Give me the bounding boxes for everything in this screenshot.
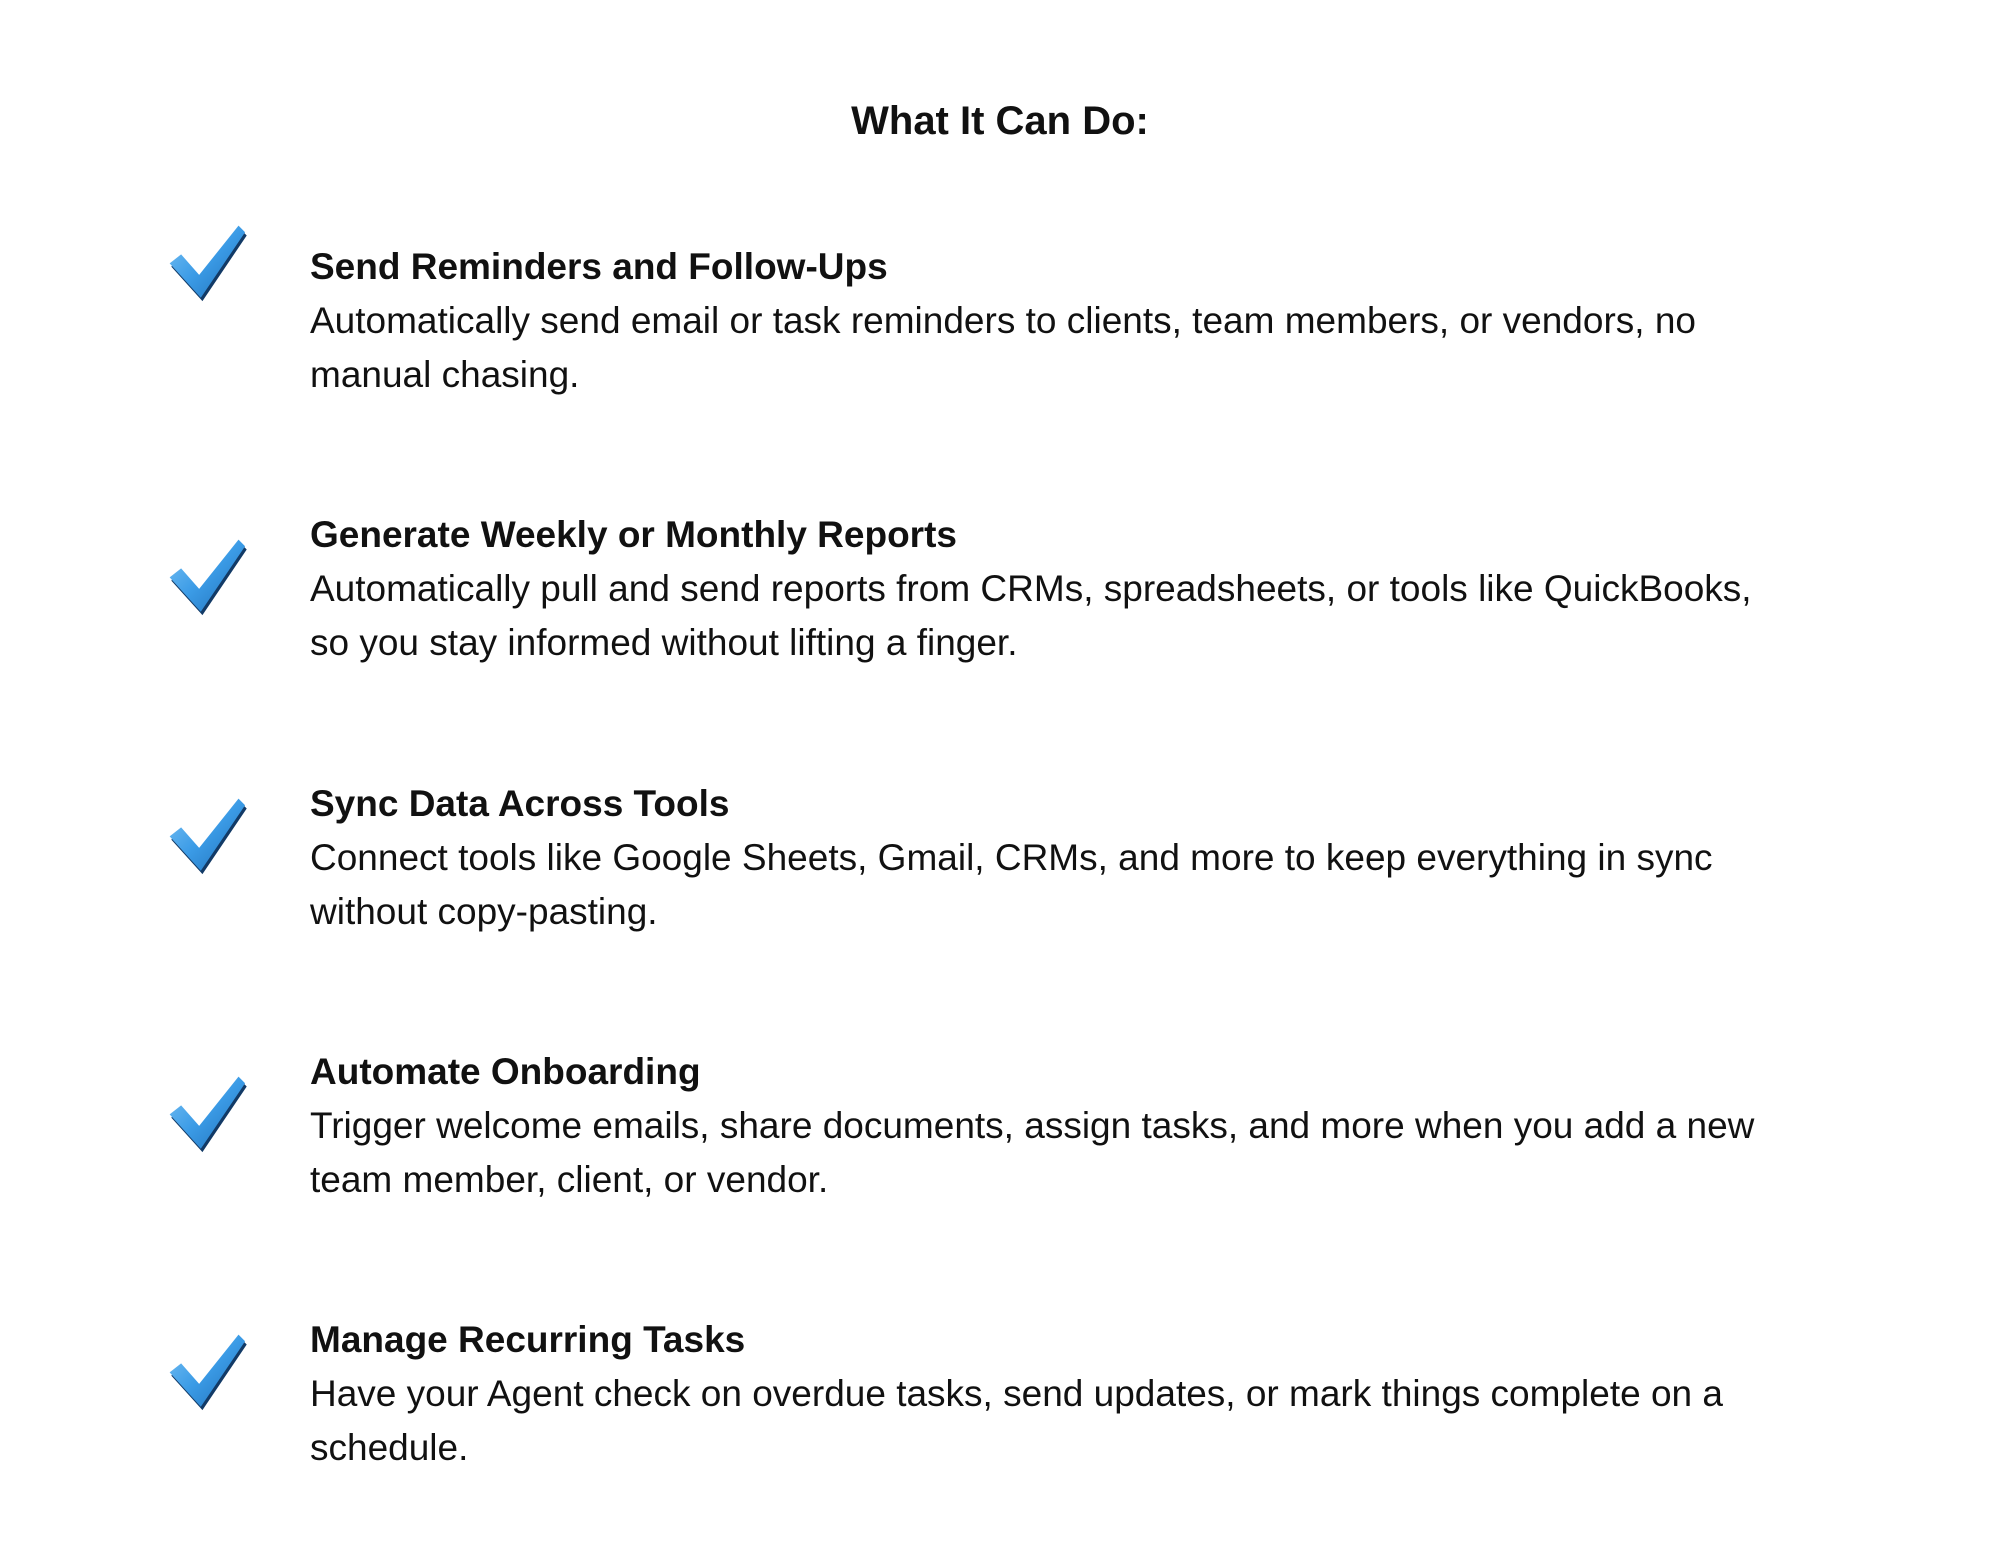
check-mark-icon: [168, 1075, 250, 1157]
feature-title: Sync Data Across Tools: [310, 783, 730, 824]
feature-title: Send Reminders and Follow-Ups: [310, 246, 888, 287]
feature-description: Connect tools like Google Sheets, Gmail, CRMs, and more to keep everything in sync without copy-pasting.: [310, 837, 1713, 932]
feature-description: Automatically send email or task reminders to clients, team members, or vendors, no manual chasing.: [310, 300, 1697, 395]
check-mark-icon: [168, 797, 250, 879]
check-mark-icon: [168, 1333, 250, 1415]
check-mark-icon: [168, 538, 250, 620]
feature-title: Generate Weekly or Monthly Reports: [310, 514, 957, 555]
feature-title: Manage Recurring Tasks: [310, 1319, 746, 1360]
feature-description: Have your Agent check on overdue tasks, send updates, or mark things complete on a schedule.: [310, 1373, 1723, 1468]
check-mark-icon: [168, 224, 250, 306]
feature-title: Automate Onboarding: [310, 1051, 701, 1092]
page-title: What It Can Do:: [851, 99, 1149, 143]
feature-description: Automatically pull and send reports from CRMs, spreadsheets, or tools like QuickBooks, so you stay informed without lifting a finger.: [310, 568, 1752, 663]
feature-description: Trigger welcome emails, share documents, assign tasks, and more when you add a new team member, client, or vendor.: [310, 1105, 1755, 1200]
